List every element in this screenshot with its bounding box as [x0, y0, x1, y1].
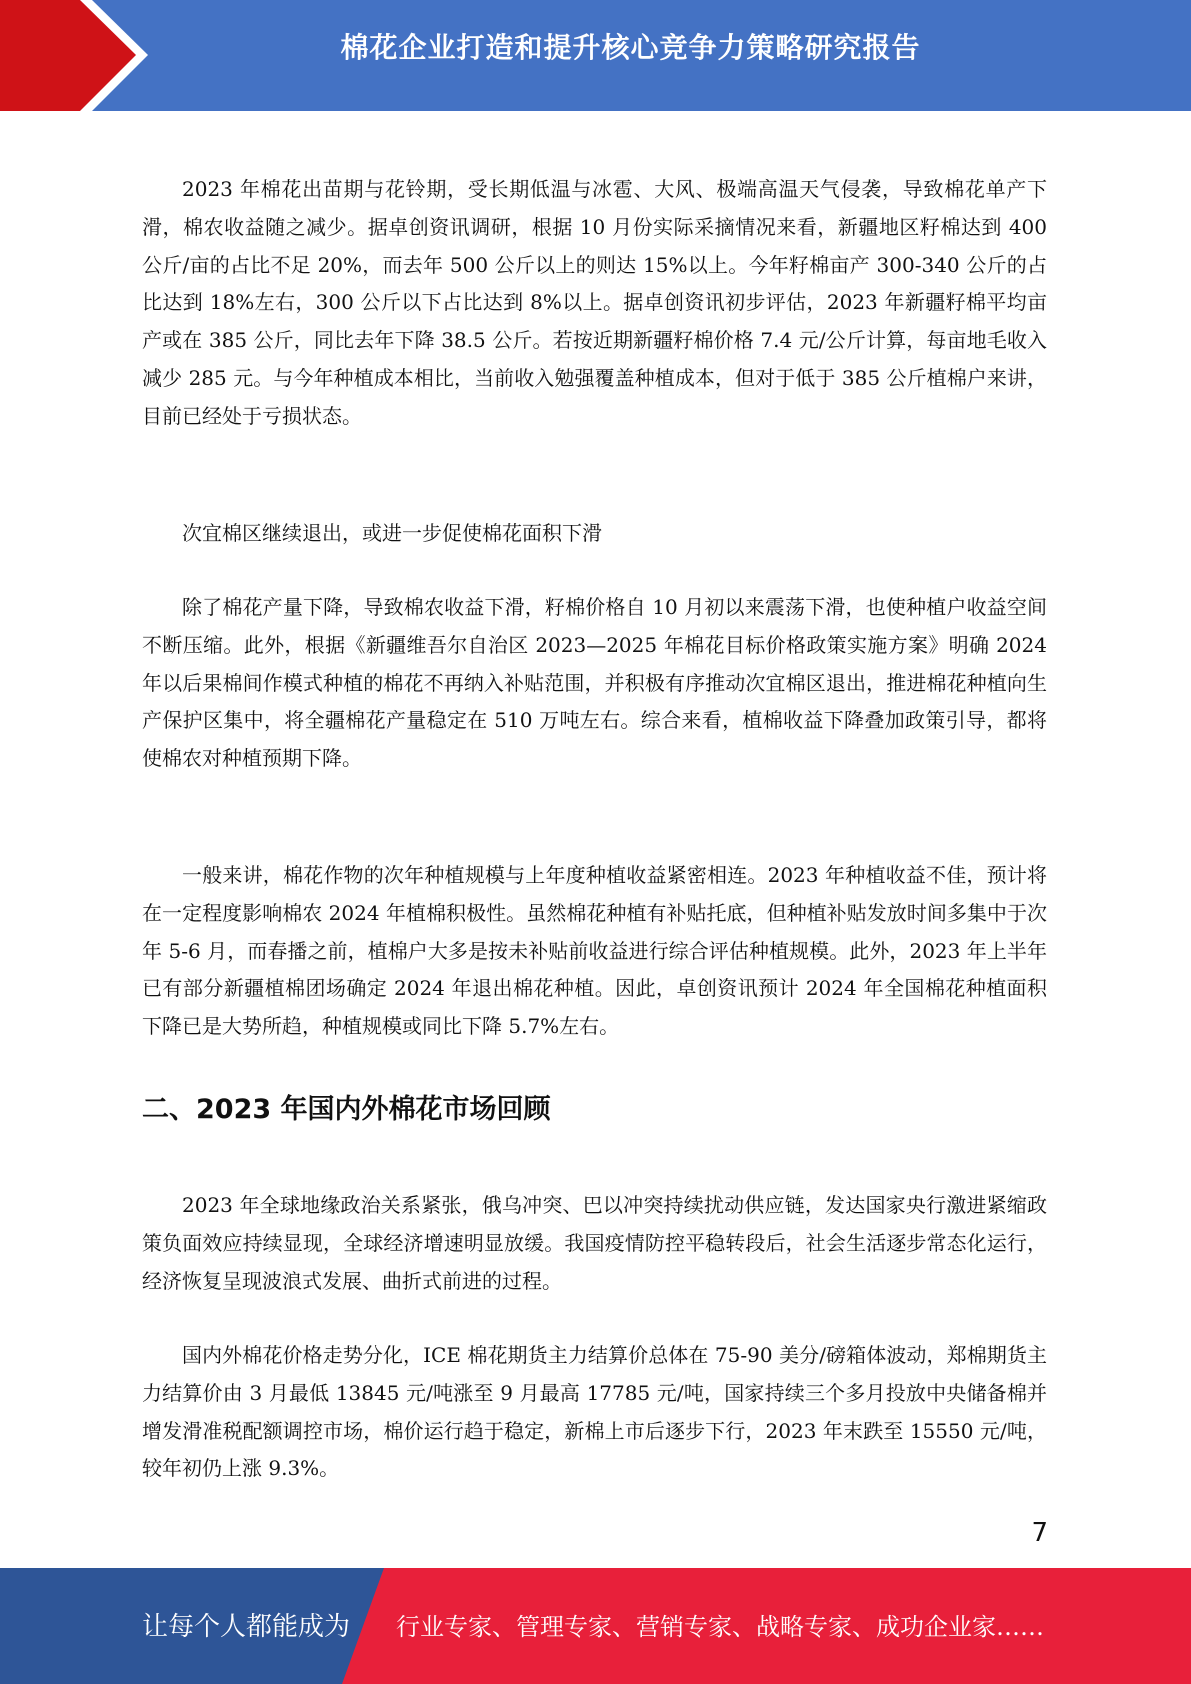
section-heading: 二、2023 年国内外棉花市场回顾: [142, 1094, 551, 1125]
page-header: [0, 0, 1191, 111]
paragraph-planting-forecast: 一般来讲，棉花作物的次年种植规模与上年度种植收益紧密相连。2023 年种植收益不佳，预计将在一定程度影响棉农 2024 年植棉积极性。虽然棉花种植有补贴托底，但种植补贴发放时间多集中于次年 5-6 月，而春播之前，植棉户大多是按未补贴前收益进行综合评估种植规模。此外，2023 年上半年已有部分新疆植棉团场确定 2024 年退出棉花种植。因此，卓创资讯预计 2024 年全国棉花种植面积下降已是大势所趋，种植规模或同比下降 5.7%左右。: [142, 863, 1047, 1039]
page-footer: [0, 1568, 1191, 1684]
paragraph-global-economy: 2023 年全球地缘政治关系紧张，俄乌冲突、巴以冲突持续扰动供应链，发达国家央行激进紧缩政策负面效应持续显现，全球经济增速明显放缓。我国疫情防控平稳转段后，社会生活逐步常态化运行，经济恢复呈现波浪式发展、曲折式前进的过程。: [142, 1193, 1047, 1293]
page-number: 7: [1031, 1518, 1048, 1548]
paragraph-subtitle-exit: 次宜棉区继续退出，或进一步促使棉花面积下滑: [182, 521, 602, 545]
paragraph-yield-decline: 2023 年棉花出苗期与花铃期，受长期低温与冰雹、大风、极端高温天气侵袭，导致棉花单产下滑，棉农收益随之减少。据卓创资讯调研，根据 10 月份实际采摘情况来看，新疆地区籽棉达到 400 公斤/亩的占比不足 20%，而去年 500 公斤以上的则达 15%以上。今年籽棉亩产 300-340 公斤的占比达到 18%左右，300 公斤以下占比达到 8%以上。据卓创资讯初步评估，2023 年新疆籽棉平均亩产或在 385 公斤，同比去年下降 38.5 公斤。若按近期新疆籽棉价格 7.4 元/公斤计算，每亩地毛收入减少 285 元。与今年种植成本相比，当前收入勉强覆盖种植成本，但对于低于 385 公斤植棉户来讲，目前已经处于亏损状态。: [142, 177, 1047, 428]
paragraph-price-trend: 国内外棉花价格走势分化，ICE 棉花期货主力结算价总体在 75-90 美分/磅箱体波动，郑棉期货主力结算价由 3 月最低 13845 元/吨涨至 9 月最高 17785 元/吨，国家持续三个多月投放中央储备棉并增发滑准税配额调控市场，棉价运行趋于稳定，新棉上市后逐步下行，2023 年末跌至 15550 元/吨，较年初仍上涨 9.3%。: [142, 1343, 1047, 1481]
footer-slogan-left: 让每个人都能成为: [142, 1612, 351, 1642]
footer-slogan-right: 行业专家、管理专家、营销专家、战略专家、成功企业家……: [396, 1613, 1044, 1641]
report-title: 棉花企业打造和提升核心竞争力策略研究报告: [340, 31, 921, 64]
paragraph-price-policy: 除了棉花产量下降，导致棉农收益下滑，籽棉价格自 10 月初以来震荡下滑，也使种植户收益空间不断压缩。此外，根据《新疆维吾尔自治区 2023—2025 年棉花目标价格政策实施方案》明确 2024 年以后果棉间作模式种植的棉花不再纳入补贴范围，并积极有序推动次宜棉区退出，推进棉花种植向生产保护区集中，将全疆棉花产量稳定在 510 万吨左右。综合来看，植棉收益下降叠加政策引导，都将使棉农对种植预期下降。: [142, 595, 1047, 771]
